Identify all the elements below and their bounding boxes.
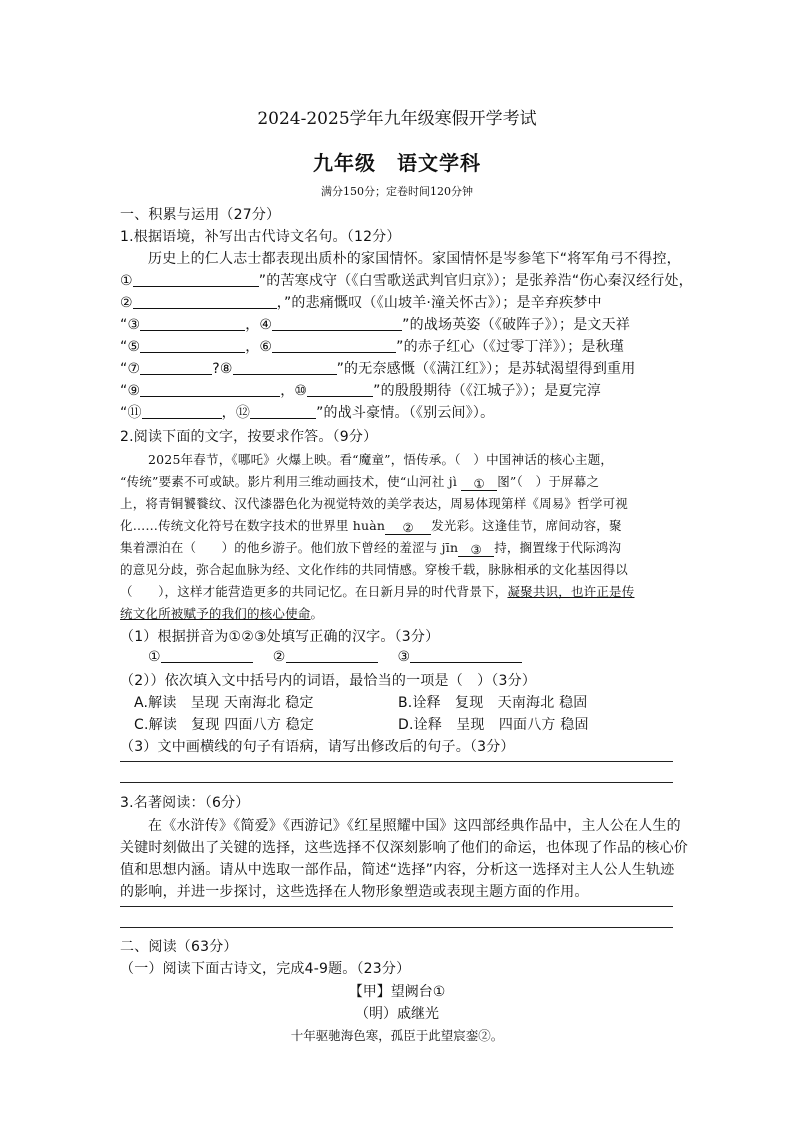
answer-line[interactable] [120, 761, 673, 762]
option-a[interactable]: A.解读 呈现 天南海北 稳定 [134, 695, 314, 711]
q1-line2 [120, 270, 693, 290]
q1-marker-8: ?⑧ [212, 361, 233, 377]
q1-line6 [120, 358, 635, 378]
q1-prompt: 1.根据语境，补写出古代诗文名句。（12分） [120, 229, 401, 245]
q1-line4 [120, 314, 630, 334]
q2-text: “传统”要素不可或缺。影片利用三维动画技术，使“山河社 jì [120, 474, 462, 489]
option-d[interactable]: D.诠释 呈现 四面八方 稳固 [398, 717, 589, 733]
q1-text-4: ”的战场英姿（《破阵子》）；是文天祥 [402, 317, 631, 333]
q2-sub1-answers [148, 648, 522, 665]
q2-sub2: （2））依次填入文中括号内的词语，最恰当的一项是（ ）（3分） [120, 673, 537, 689]
q1-blank-4[interactable] [272, 316, 402, 331]
q1-marker-9: “⑨ [120, 383, 141, 399]
q2-passage-line1: 2025年春节，《哪吒》火爆上映。看“魔童”，悟传承。（ ）中国神话的核心主题， [148, 452, 614, 467]
q2-blank-3[interactable]: ③ [458, 542, 494, 557]
q1-marker-5: “⑤ [120, 339, 141, 355]
q2-prompt: 2.阅读下面的文字，按要求作答。（9分） [120, 429, 378, 445]
q1-blank-11[interactable] [142, 404, 222, 419]
q1-blank-6[interactable] [272, 338, 396, 353]
q1-text-5: ”的赤子红心（《过零丁洋》）；是秋瑾 [396, 339, 625, 355]
q1-blank-7[interactable] [140, 360, 212, 375]
q2-text: （ ），这样才能营造更多的共同记忆。在日新月异的时代背景下， [120, 584, 508, 599]
q3-prompt: 3.名著阅读：（6分） [120, 795, 250, 811]
q3-text-line3: 值和思想内涵。请从中选取一部作品，简述“选择”内容，分析这一选择对主人公人生轨迹 [120, 862, 675, 878]
q2-text: 化……传统文化符号在数字技术的世界里 huàn [120, 518, 386, 533]
q1-marker-11: “⑪ [120, 405, 142, 421]
q1-blank-5[interactable] [140, 338, 245, 353]
q1-text-6: ”的无奈感慨（《满江红》）；是苏轼渴望得到重用 [336, 361, 636, 377]
option-b[interactable]: B.诠释 复现 天南海北 稳固 [398, 695, 588, 711]
q1-marker-4: ，④ [245, 317, 273, 333]
q2-blank-1[interactable]: ① [461, 476, 497, 491]
q2-answer-marker-1: ① [148, 649, 161, 665]
q2-passage-line5 [120, 538, 621, 557]
section2-heading: 二、阅读（63分） [120, 939, 238, 955]
q2-text: 发光彩。这逢佳节，席间动容，聚 [431, 518, 622, 533]
q2-passage-line4 [120, 516, 622, 535]
q2-sub3: （3）文中画横线的句子有语病，请写出修改后的句子。（3分） [120, 739, 515, 755]
q1-blank-8[interactable] [233, 360, 337, 375]
q2-passage-line6: 的意见分歧，弥合起血脉为经、文化作纬的共同情感。穿梭千载，脉脉相承的文化基因得以 [120, 562, 629, 577]
q1-line3 [120, 292, 602, 312]
q1-text-8: ”的战斗豪情。（《别云间》）。 [316, 405, 495, 421]
poem-title: 【甲】望阙台① [348, 984, 446, 1000]
q2-underlined-sentence: 凝聚共识，也许正是传 [507, 584, 635, 599]
q1-marker-10: ，⑩ [280, 383, 308, 399]
q2-text: 。 [310, 606, 324, 621]
q1-marker-6: ，⑥ [245, 339, 273, 355]
q2-passage-line3: 上，将青铜饕餮纹、汉代漆器色化为视觉特效的美学表达，周易体现第样《周易》哲学可视 [120, 496, 629, 511]
q2-answer-blank-2[interactable] [286, 648, 378, 663]
q1-line7 [120, 380, 601, 400]
q1-blank-3[interactable] [140, 316, 245, 331]
q1-marker-3: “③ [120, 317, 141, 333]
q2-answer-blank-1[interactable] [161, 648, 253, 663]
exam-meta: 满分150分；定卷时间120分钟 [321, 185, 473, 198]
q3-text-line4: 的影响，并进一步探讨，这些选择在人物形象塑造或表现主题方面的作用。 [120, 884, 589, 900]
exam-title: 2024-2025学年九年级寒假开学考试 [257, 109, 537, 129]
answer-line[interactable] [120, 782, 673, 783]
q2-blank-2[interactable]: ② [385, 520, 431, 535]
q1-marker-7: “⑦ [120, 361, 141, 377]
q2-passage-line7 [120, 582, 634, 600]
q1-blank-1[interactable] [133, 272, 259, 287]
q1-blank-12[interactable] [250, 404, 316, 419]
q1-text-2: ”的苦寒戍守（《白雪歌送武判官归京》）；是张养浩“伤心秦汉经行处， [258, 273, 693, 289]
q1-blank-10[interactable] [307, 382, 373, 397]
q2-passage-line2 [120, 472, 599, 491]
q2-text: 图”（ ）于屏幕之 [497, 474, 600, 489]
poem-line1: 十年驱驰海色寒，孤臣于此望宸銮②。 [290, 1028, 504, 1043]
q2-answer-marker-2: ② [272, 649, 286, 665]
q1-marker-1: ① [120, 273, 133, 289]
q2-text: 持，搁置缘于代际鸿沟 [494, 540, 622, 555]
option-c[interactable]: C.解读 复现 四面八方 稳定 [134, 717, 315, 733]
section2-sub: （一）阅读下面古诗文，完成4-9题。（23分） [120, 961, 411, 977]
q1-blank-9[interactable] [140, 382, 280, 397]
q3-text-line1: 在《水浒传》《简爱》《西游记》《红星照耀中国》这四部经典作品中，主人公在人生的 [148, 818, 681, 834]
q1-text-3: ，”的悲痛慨叹（《山坡羊·潼关怀古》）；是辛弃疾梦中 [276, 295, 602, 311]
q1-text-7: ”的殷殷期待（《江城子》）；是夏完淳 [373, 383, 602, 399]
subject-title: 九年级 语文学科 [313, 151, 481, 175]
q1-blank-2[interactable] [133, 294, 277, 309]
q1-line1: 历史上的仁人志士都表现出质朴的家国情怀。家国情怀是岑参笔下“将军角弓不得控， [148, 251, 681, 267]
q2-sub1: （1）根据拼音为①②③处填写正确的汉字。（3分） [120, 629, 440, 645]
answer-line[interactable] [120, 927, 673, 928]
q2-text: 集着漂泊在（ ）的他乡游子。他们放下曾经的羞涩与 jīn [120, 540, 459, 555]
q2-answer-blank-3[interactable] [410, 648, 522, 663]
q1-marker-12: ，⑫ [221, 405, 251, 421]
q2-passage-line8 [120, 604, 323, 622]
q1-line8 [120, 402, 494, 422]
poem-author: （明）戚继光 [355, 1006, 439, 1022]
answer-line[interactable] [120, 906, 673, 907]
q1-line5 [120, 336, 624, 356]
q3-text-line2: 关键时刻做出了关键的选择，这些选择不仅深刻影响了他们的命运，也体现了作品的核心价 [120, 840, 688, 856]
q2-underlined-sentence: 统文化所被赋予的我们的核心使命 [120, 606, 311, 621]
q2-answer-marker-3: ③ [397, 649, 411, 665]
q1-marker-2: ② [120, 295, 133, 311]
section1-heading: 一、积累与运用（27分） [120, 207, 281, 223]
